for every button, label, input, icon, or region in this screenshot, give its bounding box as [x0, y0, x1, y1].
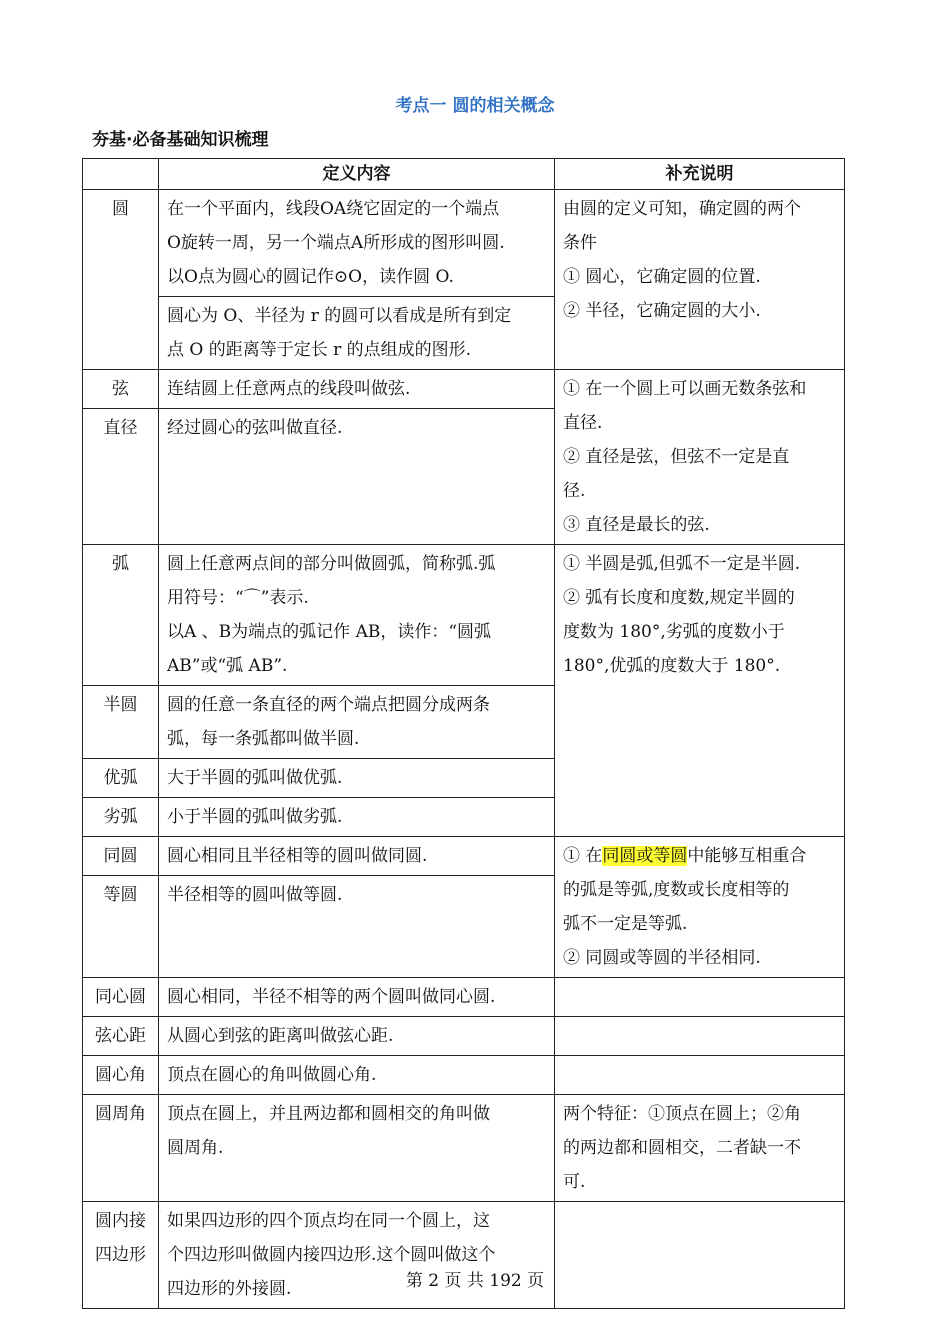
def-major-arc: 大于半圆的弧叫做优弧.	[159, 759, 555, 798]
table-row	[83, 1017, 845, 1056]
table-row	[83, 370, 845, 409]
term-equal-circle: 等圆	[83, 876, 159, 978]
table-row	[83, 190, 845, 297]
note-cyclic-quad	[555, 1202, 845, 1309]
header-empty	[83, 159, 159, 190]
term-central-angle: 圆心角	[83, 1056, 159, 1095]
note-central-angle	[555, 1056, 845, 1095]
def-diameter: 经过圆心的弦叫做直径.	[159, 409, 555, 545]
header-definition: 定义内容	[159, 159, 555, 190]
term-major-arc: 优弧	[83, 759, 159, 798]
def-circle-1: 在一个平面内，线段OA绕它固定的一个端点 O旋转一周，另一个端点A所形成的图形叫圆. 以O点为圆心的圆记作⊙O，读作圆 O.	[159, 190, 555, 297]
highlighted-text: 同圆或等圆	[602, 846, 688, 866]
note-circle: 由圆的定义可知，确定圆的两个 条件 ① 圆心，它确定圆的位置. ② 半径，它确定圆的大小.	[555, 190, 845, 370]
term-semicircle: 半圆	[83, 686, 159, 759]
term-same-circle: 同圆	[83, 837, 159, 876]
def-circle-2: 圆心为 O、半径为 r 的圆可以看成是所有到定 点 O 的距离等于定长 r 的点组成的图形.	[159, 297, 555, 370]
note-chord: ① 在一个圆上可以画无数条弦和 直径. ② 直径是弦，但弦不一定是直 径. ③ 直径是最长的弦.	[555, 370, 845, 545]
term-arc: 弧	[83, 545, 159, 686]
term-diameter: 直径	[83, 409, 159, 545]
def-inscribed-angle: 顶点在圆上，并且两边都和圆相交的角叫做 圆周角.	[159, 1095, 555, 1202]
def-cyclic-quad: 如果四边形的四个顶点均在同一个圆上，这 个四边形叫做圆内接四边形.这个圆叫做这个 四边形的外接圆.	[159, 1202, 555, 1309]
term-cyclic-quad: 圆内接 四边形	[83, 1202, 159, 1309]
note-chord-distance	[555, 1017, 845, 1056]
def-concentric: 圆心相同，半径不相等的两个圆叫做同心圆.	[159, 978, 555, 1017]
section-title: 考点一 圆的相关概念	[395, 96, 555, 116]
term-minor-arc: 劣弧	[83, 798, 159, 837]
def-semicircle: 圆的任意一条直径的两个端点把圆分成两条 弧，每一条弧都叫做半圆.	[159, 686, 555, 759]
term-chord: 弦	[83, 370, 159, 409]
table-row	[83, 978, 845, 1017]
def-minor-arc: 小于半圆的弧叫做劣弧.	[159, 798, 555, 837]
concept-table	[82, 158, 845, 1309]
section-subtitle: 夯基·必备基础知识梳理	[92, 130, 269, 150]
note-concentric	[555, 978, 845, 1017]
table-row	[83, 1056, 845, 1095]
def-chord: 连结圆上任意两点的线段叫做弦.	[159, 370, 555, 409]
def-chord-distance: 从圆心到弦的距离叫做弦心距.	[159, 1017, 555, 1056]
note-arc: ① 半圆是弧,但弧不一定是半圆. ② 弧有长度和度数,规定半圆的 度数为 180°,劣弧的度数小于 180°,优弧的度数大于 180°.	[555, 545, 845, 837]
def-same-circle: 圆心相同且半径相等的圆叫做同圆.	[159, 837, 555, 876]
term-inscribed-angle: 圆周角	[83, 1095, 159, 1202]
header-notes: 补充说明	[555, 159, 845, 190]
table-row	[83, 837, 845, 876]
page-number: 第 2 页 共 192 页	[405, 1271, 545, 1291]
note-same-circle: ① 在同圆或等圆中能够互相重合 的弧是等弧,度数或长度相等的 弧不一定是等弧. ② 同圆或等圆的半径相同.	[555, 837, 845, 978]
table-header-row	[83, 159, 845, 190]
term-concentric: 同心圆	[83, 978, 159, 1017]
table-row	[83, 1202, 845, 1309]
table-row	[83, 545, 845, 686]
note-inscribed-angle: 两个特征：①顶点在圆上；②角 的两边都和圆相交，二者缺一不 可.	[555, 1095, 845, 1202]
def-central-angle: 顶点在圆心的角叫做圆心角.	[159, 1056, 555, 1095]
term-circle: 圆	[83, 190, 159, 370]
def-arc: 圆上任意两点间的部分叫做圆弧，简称弧.弧 用符号：“⌒”表示. 以A 、B为端点的弧记作 AB，读作：“圆弧 AB”或“弧 AB”.	[159, 545, 555, 686]
term-chord-distance: 弦心距	[83, 1017, 159, 1056]
def-equal-circle: 半径相等的圆叫做等圆.	[159, 876, 555, 978]
table-row	[83, 1095, 845, 1202]
